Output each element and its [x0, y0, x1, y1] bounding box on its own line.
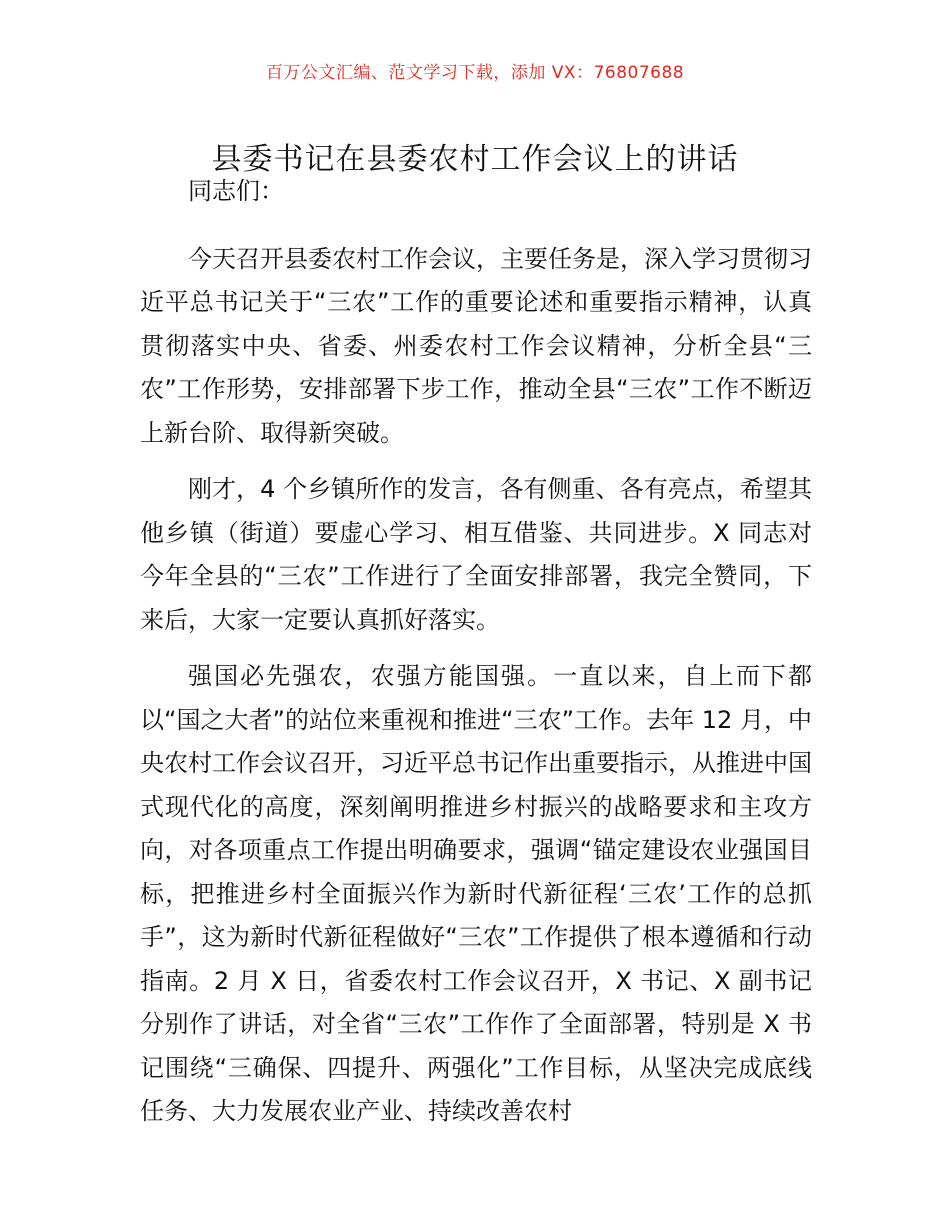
paragraph-1: 今天召开县委农村工作会议，主要任务是，深入学习贯彻习近平总书记关于“三农”工作的重要论述和重要指示精神，认真贯彻落实中央、省委、州委农村工作会议精神，分析全县“三农”工作形势，安排部署下步工作，推动全县“三农”工作不断迈上新台阶、取得新突破。 — [140, 244, 812, 447]
paragraph-3: 强国必先强农，农强方能国强。一直以来，自上而下都以“国之大者”的站位来重视和推进“三农”工作。去年 12 月，中央农村工作会议召开，习近平总书记作出重要指示，从推进中国式现代化的高度，深刻阐明推进乡村振兴的战略要求和主攻方向，对各项重点工作提出明确要求，强调“锚定建设农业强国目标，把推进乡村全面振兴作为新时代新征程‘三农’工作的总抓手”，这为新时代新征程做好“三农”工作提供了根本遵循和行动指南。2 月 X 日，省委农村工作会议召开，X 书记、X 副书记分别作了讲话，对全省“三农”工作作了全面部署，特别是 X 书记围绕“三确保、四提升、两强化”工作目标，从坚决完成底线任务、大力发展农业产业、持续改善农村 — [140, 662, 812, 1125]
paragraph-2: 刚才，4 个乡镇所作的发言，各有侧重、各有亮点，希望其他乡镇（街道）要虚心学习、相互借鉴、共同进步。X 同志对今年全县的“三农”工作进行了全面安排部署，我完全赞同，下来后，大家一定要认真抓好落实。 — [140, 475, 812, 634]
page-title: 县委书记在县委农村工作会议上的讲话 — [211, 142, 739, 178]
document-body — [140, 170, 812, 1147]
watermark-banner: 百万公文汇编、范文学习下载，添加 VX：76807688 — [265, 63, 685, 83]
salutation: 同志们： — [188, 177, 284, 205]
